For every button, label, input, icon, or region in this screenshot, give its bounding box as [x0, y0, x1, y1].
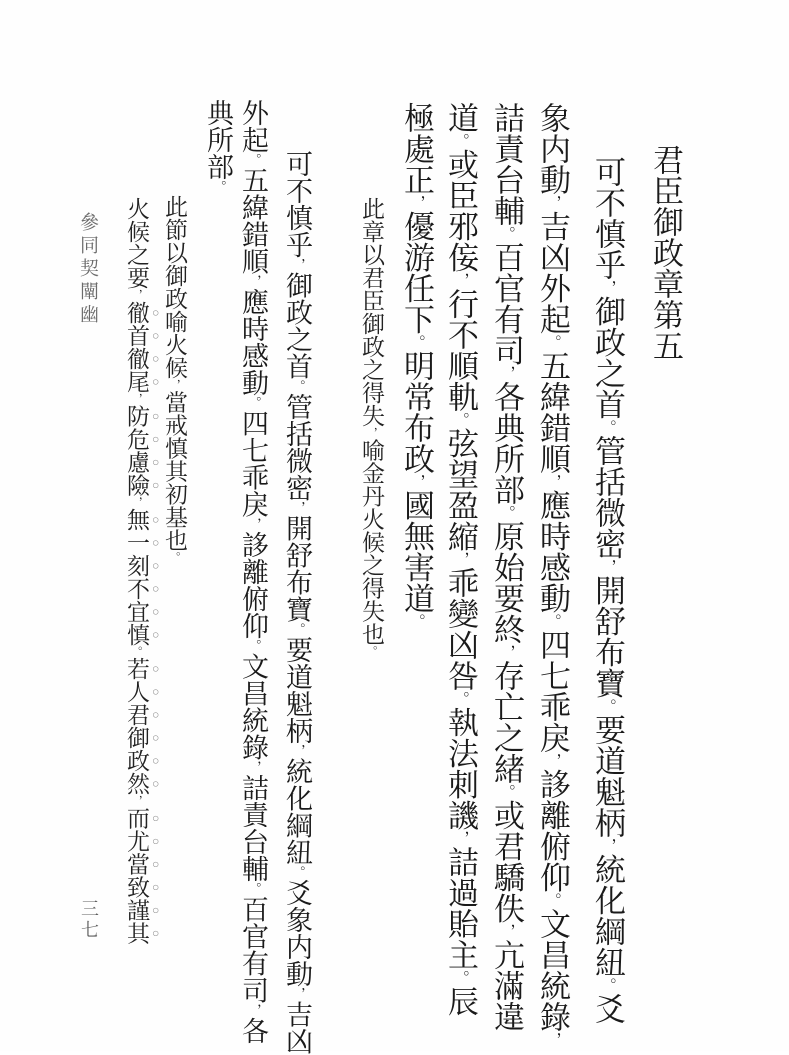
scripture1-column-5: 極處正，優游任下。明常布政，國無害道。	[399, 102, 434, 629]
scripture2-column-1: 可不慎乎，御政之首。管括微密，開舒布寶。要道魁柄，統化綱紐。爻象内動，吉凶	[282, 150, 312, 1055]
emphasized-passage-2: 若人君御政然，而尤當致謹其	[124, 657, 149, 945]
scripture1-column-3: 詰責台輔。百官有司，各典所部。原始要終，存亡之緒。或君驕佚，亢滿違	[489, 102, 524, 1032]
chapter-title: 君臣御政章第五	[648, 144, 683, 361]
emphasized-passage-1: 徹首徹尾，防危慮險，無一刻不宜慎。	[124, 300, 149, 657]
scripture1-column-2: 象内動，吉凶外起。五緯錯順，應時感動。四七乖戾，誃離俯仰。文昌統錄，	[535, 102, 570, 1048]
scripture1-column-1: 可不慎乎，御政之首。管括微密，開舒布寶。要道魁柄，統化綱紐。爻	[590, 156, 625, 1024]
scripture1-column-4: 道。或臣邪侫，行不順軌。弦望盈縮，乖變凶咎。執法刺譏，詰過貽主。辰	[443, 102, 478, 1017]
page-number: 三七	[79, 899, 99, 941]
commentary-body-lead: 火候之要，	[124, 197, 149, 301]
scripture2-column-3: 典所部。	[203, 99, 233, 194]
running-title: 參同契闡幽	[77, 212, 98, 327]
commentary-body-column	[124, 197, 163, 945]
scripture2-column-2: 外起。五緯錯順，應時感動。四七乖戾，誃離俯仰。文昌統錄，詰責台輔。百官有司，各	[238, 99, 268, 1044]
commentary-intro-column: 此章以君臣御政之得失，喻金丹火候之得失也。	[359, 197, 384, 657]
commentary-note-column: 此節以御政喻火候，當戒慎其初基也。	[162, 195, 187, 563]
